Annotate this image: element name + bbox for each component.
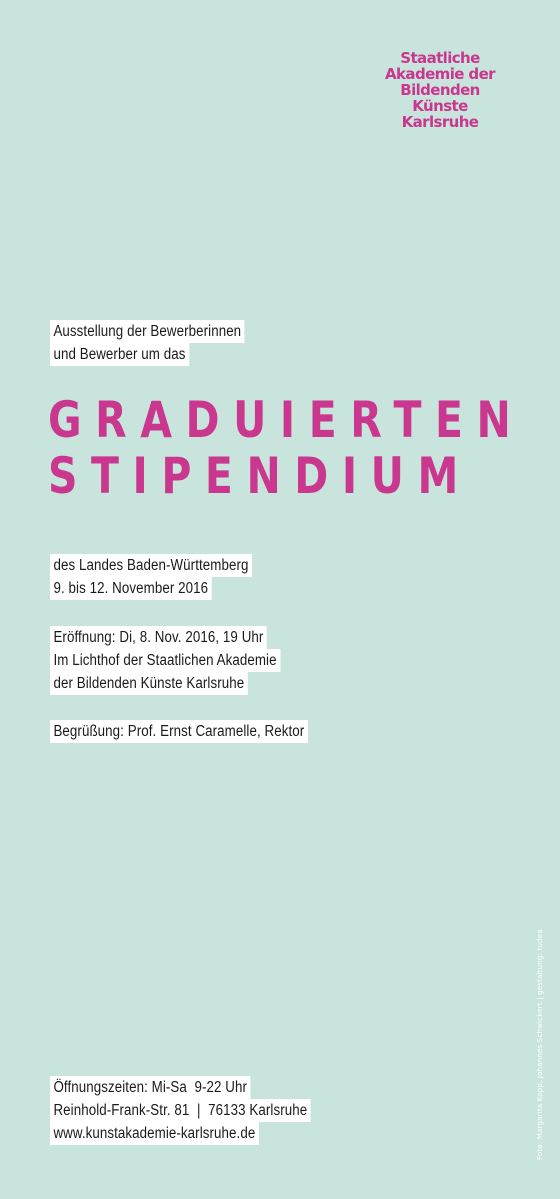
opening-line: Eröffnung: Di, 8. Nov. 2016, 19 Uhr [50,626,267,649]
academy-logo [360,50,520,130]
opening-line: Im Lichthof der Staatlichen Akademie [50,649,280,672]
headline [48,392,560,504]
opening-block [50,626,318,695]
logo-line: Karlsruhe [401,113,479,131]
logo-line: Künste [412,97,468,115]
opening-hours: Öffnungszeiten: Mi-Sa 9-22 Uhr [50,1076,250,1099]
logo-line: Staatliche [400,49,480,67]
headline-line-2: STIPENDIUM [48,447,472,505]
greeting-line: Begrüßung: Prof. Ernst Caramelle, Rektor [50,720,308,743]
logo-line: Akademie der [385,65,495,83]
opening-line: der Bildenden Künste Karlsruhe [50,672,248,695]
logo-line: Bildenden [400,81,480,99]
greeting-block [50,720,350,743]
photo-credit: Foto: Margarita Kopp, Johannes Schwickert | gestaltung: tudea [536,929,544,1160]
dates-block [50,554,285,600]
dates-line: 9. bis 12. November 2016 [50,577,212,600]
website-link[interactable]: www.kunstakademie-karlsruhe.de [50,1122,259,1145]
intro-line: und Bewerber um das [50,343,189,366]
dates-line: des Landes Baden-Württemberg [50,554,252,577]
intro-line: Ausstellung der Bewerberinnen [50,320,245,343]
address: Reinhold-Frank-Str. 81 | 76133 Karlsruhe [50,1099,311,1122]
info-block [50,1076,353,1145]
headline-line-1: GRADUIERTEN [48,391,525,449]
intro-block [50,320,276,366]
